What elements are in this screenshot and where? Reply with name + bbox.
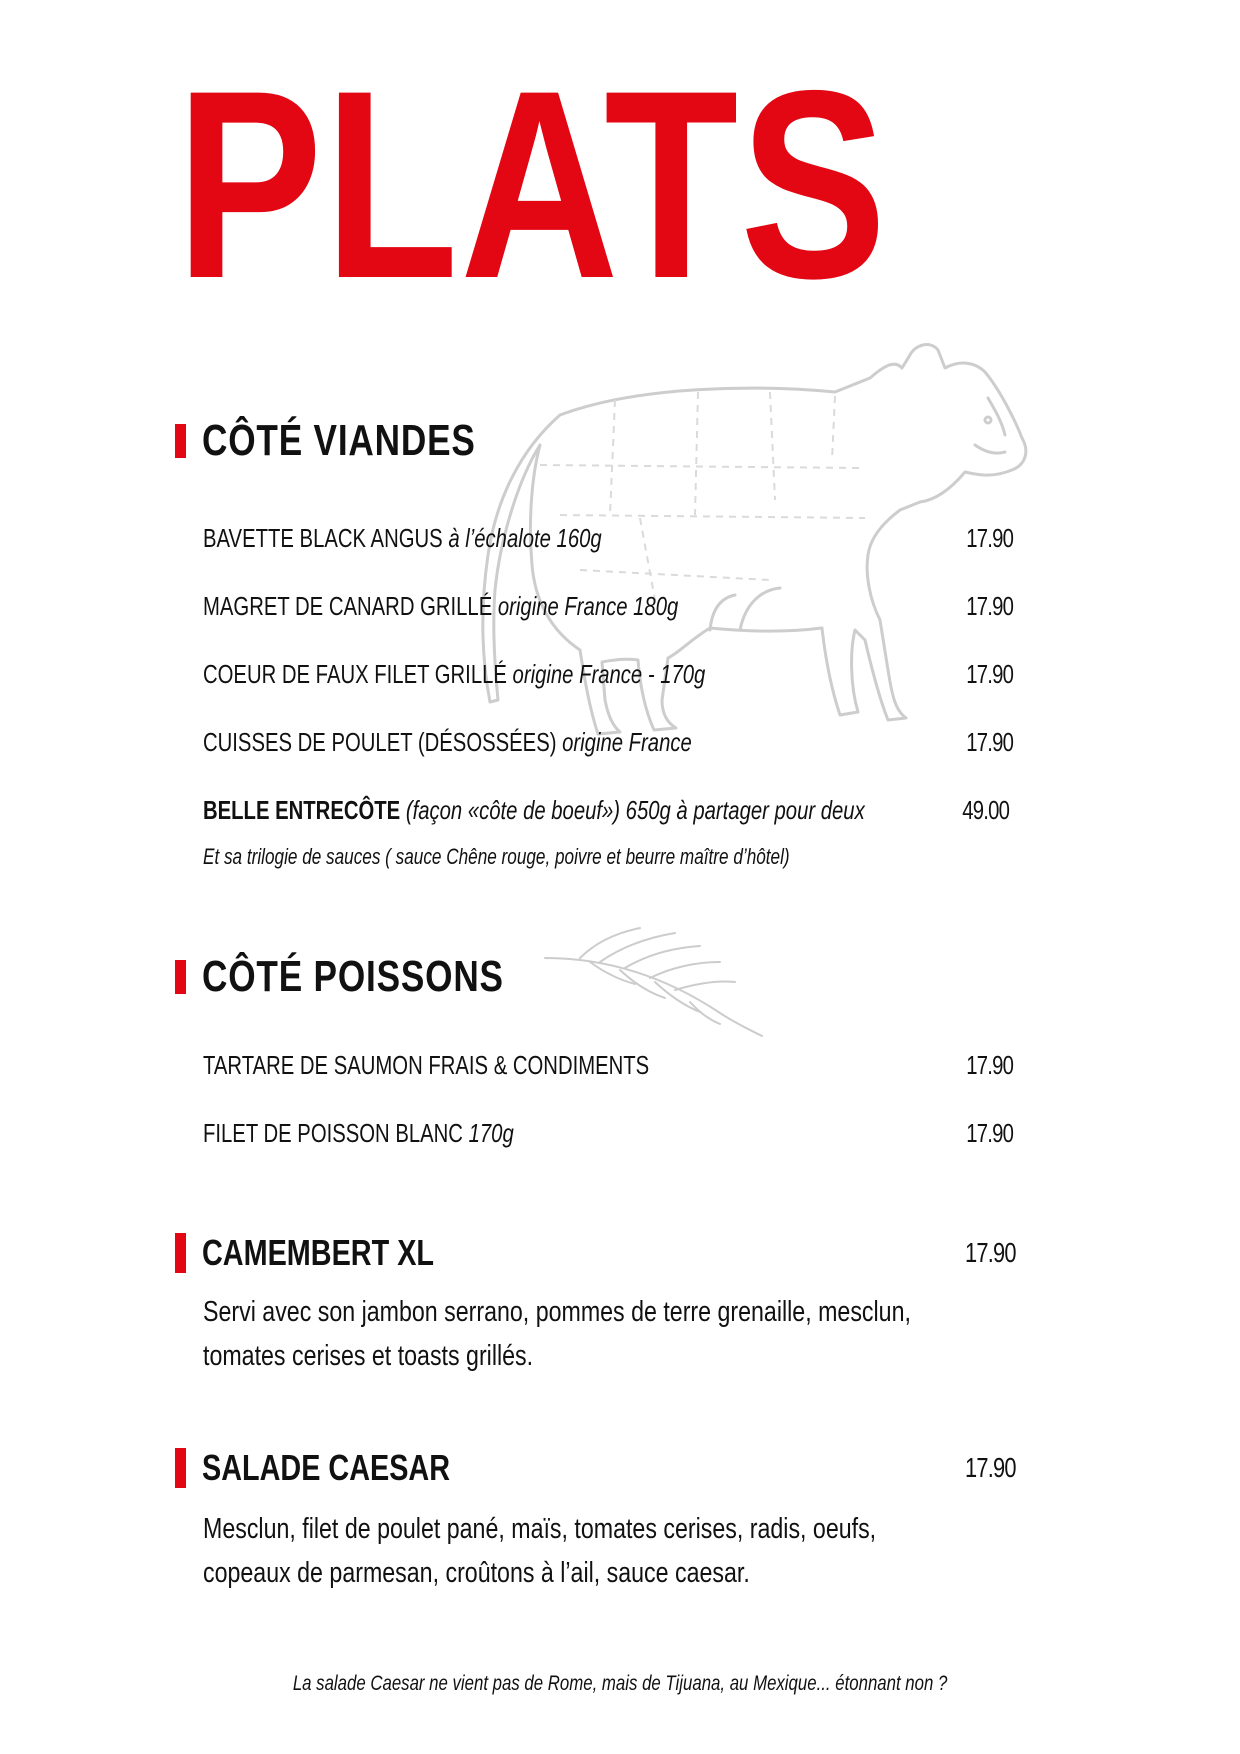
item-detail: origine France <box>562 727 692 757</box>
footer-note: La salade Caesar ne vient pas de Rome, mais de Tijuana, au Mexique... étonnant non ? <box>292 1672 948 1695</box>
item-name: FILET DE POISSON BLANC <box>203 1118 463 1148</box>
menu-item <box>203 656 1033 692</box>
red-bar-marker <box>175 424 186 458</box>
menu-item <box>203 792 1033 828</box>
item-subline: Et sa trilogie de sauces ( sauce Chêne rouge, poivre et beurre maître d’hôtel) <box>203 844 790 869</box>
item-price: 17.90 <box>966 523 1013 553</box>
item-name: CUISSES DE POULET (DÉSOSSÉES) <box>203 727 557 757</box>
caesar-description <box>203 1507 1103 1595</box>
item-detail: 170g <box>468 1118 514 1148</box>
section-title-caesar: SALADE CAESAR <box>202 1447 451 1488</box>
item-name: COEUR DE FAUX FILET GRILLÉ <box>203 659 507 689</box>
section-viandes <box>175 416 544 466</box>
item-price: 17.90 <box>966 1050 1013 1080</box>
caesar-price: 17.90 <box>965 1452 1016 1483</box>
description-line: copeaux de parmesan, croûtons à l’ail, sauce caesar. <box>203 1557 750 1589</box>
section-caesar <box>175 1443 512 1493</box>
menu-item <box>203 1047 1033 1083</box>
item-name: BAVETTE BLACK ANGUS <box>203 523 443 553</box>
item-detail: (façon «côte de boeuf») 650g à partager pour deux <box>405 795 865 825</box>
camembert-price: 17.90 <box>965 1237 1016 1268</box>
item-price: 17.90 <box>966 591 1013 621</box>
item-detail: origine France 180g <box>497 591 679 621</box>
menu-item <box>203 588 1033 624</box>
menu-item <box>203 724 1033 760</box>
item-price: 17.90 <box>966 659 1013 689</box>
description-line: tomates cerises et toasts grillés. <box>203 1340 534 1372</box>
description-line: Mesclun, filet de poulet pané, maïs, tomates cerises, radis, oeufs, <box>203 1513 877 1545</box>
camembert-description <box>203 1290 1103 1378</box>
item-price: 17.90 <box>966 727 1013 757</box>
item-name: BELLE ENTRECÔTE <box>203 795 401 825</box>
red-bar-marker <box>175 1233 186 1273</box>
section-title-camembert: CAMEMBERT XL <box>202 1232 434 1273</box>
red-bar-marker <box>175 1448 186 1488</box>
section-title-viandes: CÔTÉ VIANDES <box>202 416 476 465</box>
item-detail: origine France - 170g <box>512 659 706 689</box>
section-poissons <box>175 952 579 1002</box>
page-title: PLATS <box>176 34 889 334</box>
item-price: 49.00 <box>962 795 1009 825</box>
red-bar-marker <box>175 960 186 994</box>
item-detail: à l’échalote 160g <box>448 523 602 553</box>
item-name: TARTARE DE SAUMON FRAIS & CONDIMENTS <box>203 1050 650 1080</box>
description-line: Servi avec son jambon serrano, pommes de terre grenaille, mesclun, <box>203 1296 911 1328</box>
item-price: 17.90 <box>966 1118 1013 1148</box>
section-title-poissons: CÔTÉ POISSONS <box>202 952 504 1001</box>
section-camembert <box>175 1228 492 1278</box>
item-name: MAGRET DE CANARD GRILLÉ <box>203 591 493 621</box>
menu-item <box>203 520 1033 556</box>
menu-item <box>203 1115 1033 1151</box>
